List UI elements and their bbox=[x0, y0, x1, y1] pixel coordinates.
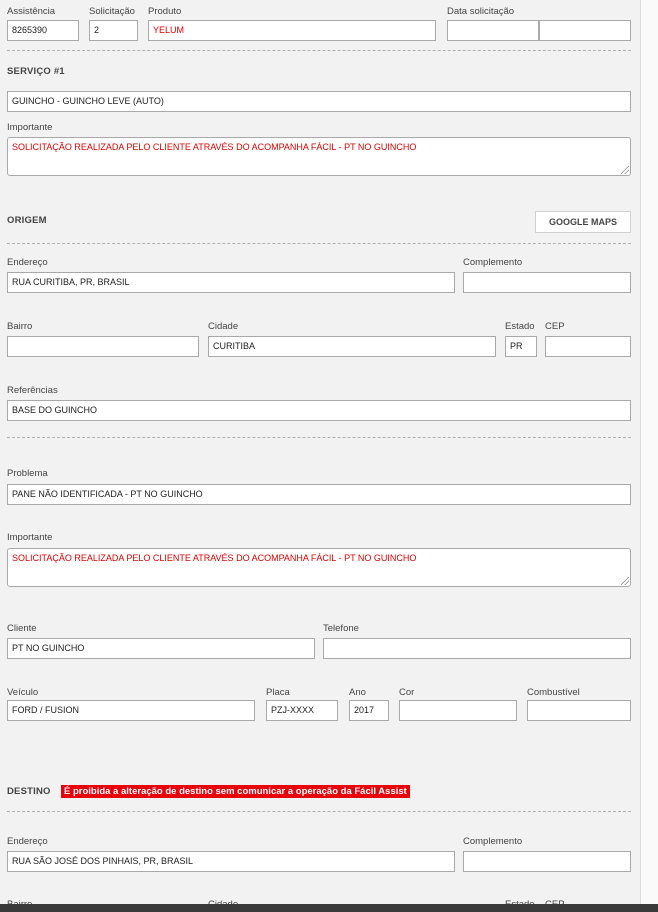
solicitacao-label: Solicitação bbox=[89, 6, 135, 17]
produto-field[interactable]: YELUM bbox=[148, 20, 436, 41]
resize-grip-icon[interactable] bbox=[621, 577, 629, 585]
origem-section-title: ORIGEM bbox=[7, 215, 47, 226]
cor-label: Cor bbox=[399, 687, 415, 698]
veiculo-field[interactable]: FORD / FUSION bbox=[7, 700, 255, 721]
cor-field[interactable] bbox=[399, 700, 517, 721]
problema-importante-label: Importante bbox=[7, 532, 53, 543]
combustivel-field[interactable] bbox=[527, 700, 631, 721]
data-solicitacao-label: Data solicitação bbox=[447, 6, 515, 17]
google-maps-button[interactable]: GOOGLE MAPS bbox=[535, 211, 631, 233]
telefone-field[interactable] bbox=[323, 638, 631, 659]
produto-label: Produto bbox=[148, 6, 182, 17]
cliente-field[interactable]: PT NO GUINCHO bbox=[7, 638, 315, 659]
destino-endereco-label: Endereço bbox=[7, 836, 48, 847]
origem-cep-field[interactable] bbox=[545, 336, 631, 357]
placa-label: Placa bbox=[266, 687, 290, 698]
resize-grip-icon[interactable] bbox=[621, 166, 629, 174]
assistencia-field[interactable]: 8265390 bbox=[7, 20, 79, 41]
telefone-label: Telefone bbox=[323, 623, 359, 634]
origem-cep-label: CEP bbox=[545, 321, 565, 332]
origem-estado-field[interactable]: PR bbox=[505, 336, 537, 357]
problema-importante-text: SOLICITAÇÃO REALIZADA PELO CLIENTE ATRAVÉS DO ACOMPANHA FÁCIL - PT NO GUINCHO bbox=[12, 553, 417, 563]
origem-bairro-field[interactable] bbox=[7, 336, 199, 357]
origem-complemento-field[interactable] bbox=[463, 272, 631, 293]
problema-importante-textarea[interactable] bbox=[7, 548, 631, 587]
destino-warning-badge: É proibida a alteração de destino sem comunicar a operação da Fácil Assist bbox=[61, 785, 410, 798]
servico-field[interactable]: GUINCHO - GUINCHO LEVE (AUTO) bbox=[7, 91, 631, 112]
combustivel-label: Combustível bbox=[527, 687, 580, 698]
assistencia-label: Assistência bbox=[7, 6, 56, 17]
origem-cidade-label: Cidade bbox=[208, 321, 239, 332]
vertical-scrollbar[interactable] bbox=[640, 0, 658, 912]
problema-label: Problema bbox=[7, 468, 48, 479]
bottom-taskbar bbox=[0, 904, 658, 912]
origem-endereco-label: Endereço bbox=[7, 257, 48, 268]
origem-complemento-label: Complemento bbox=[463, 257, 523, 268]
destino-complemento-field[interactable] bbox=[463, 851, 631, 872]
placa-field[interactable]: PZJ-XXXX bbox=[266, 700, 338, 721]
cliente-label: Cliente bbox=[7, 623, 37, 634]
divider bbox=[7, 50, 631, 51]
origem-endereco-field[interactable]: RUA CURITIBA, PR, BRASIL bbox=[7, 272, 455, 293]
solicitacao-field[interactable]: 2 bbox=[89, 20, 138, 41]
origem-cidade-field[interactable]: CURITIBA bbox=[208, 336, 496, 357]
problema-field[interactable]: PANE NÃO IDENTIFICADA - PT NO GUINCHO bbox=[7, 484, 631, 505]
origem-referencias-field[interactable]: BASE DO GUINCHO bbox=[7, 400, 631, 421]
ano-field[interactable]: 2017 bbox=[349, 700, 389, 721]
servico-importante-textarea[interactable] bbox=[7, 137, 631, 176]
ano-label: Ano bbox=[349, 687, 366, 698]
origem-bairro-label: Bairro bbox=[7, 321, 33, 332]
servico-section-title: SERVIÇO #1 bbox=[7, 66, 65, 77]
destino-complemento-label: Complemento bbox=[463, 836, 523, 847]
divider bbox=[7, 811, 631, 812]
veiculo-label: Veículo bbox=[7, 687, 39, 698]
destino-endereco-field[interactable]: RUA SÃO JOSÉ DOS PINHAIS, PR, BRASIL bbox=[7, 851, 455, 872]
destino-section-title: DESTINO bbox=[7, 786, 51, 797]
origem-referencias-label: Referências bbox=[7, 385, 58, 396]
servico-importante-label: Importante bbox=[7, 122, 53, 133]
data-solicitacao-date-field[interactable] bbox=[447, 20, 539, 41]
divider bbox=[7, 243, 631, 244]
servico-importante-text: SOLICITAÇÃO REALIZADA PELO CLIENTE ATRAVÉS DO ACOMPANHA FÁCIL - PT NO GUINCHO bbox=[12, 142, 417, 152]
origem-estado-label: Estado bbox=[505, 321, 535, 332]
divider bbox=[7, 437, 631, 438]
data-solicitacao-time-field[interactable] bbox=[539, 20, 631, 41]
